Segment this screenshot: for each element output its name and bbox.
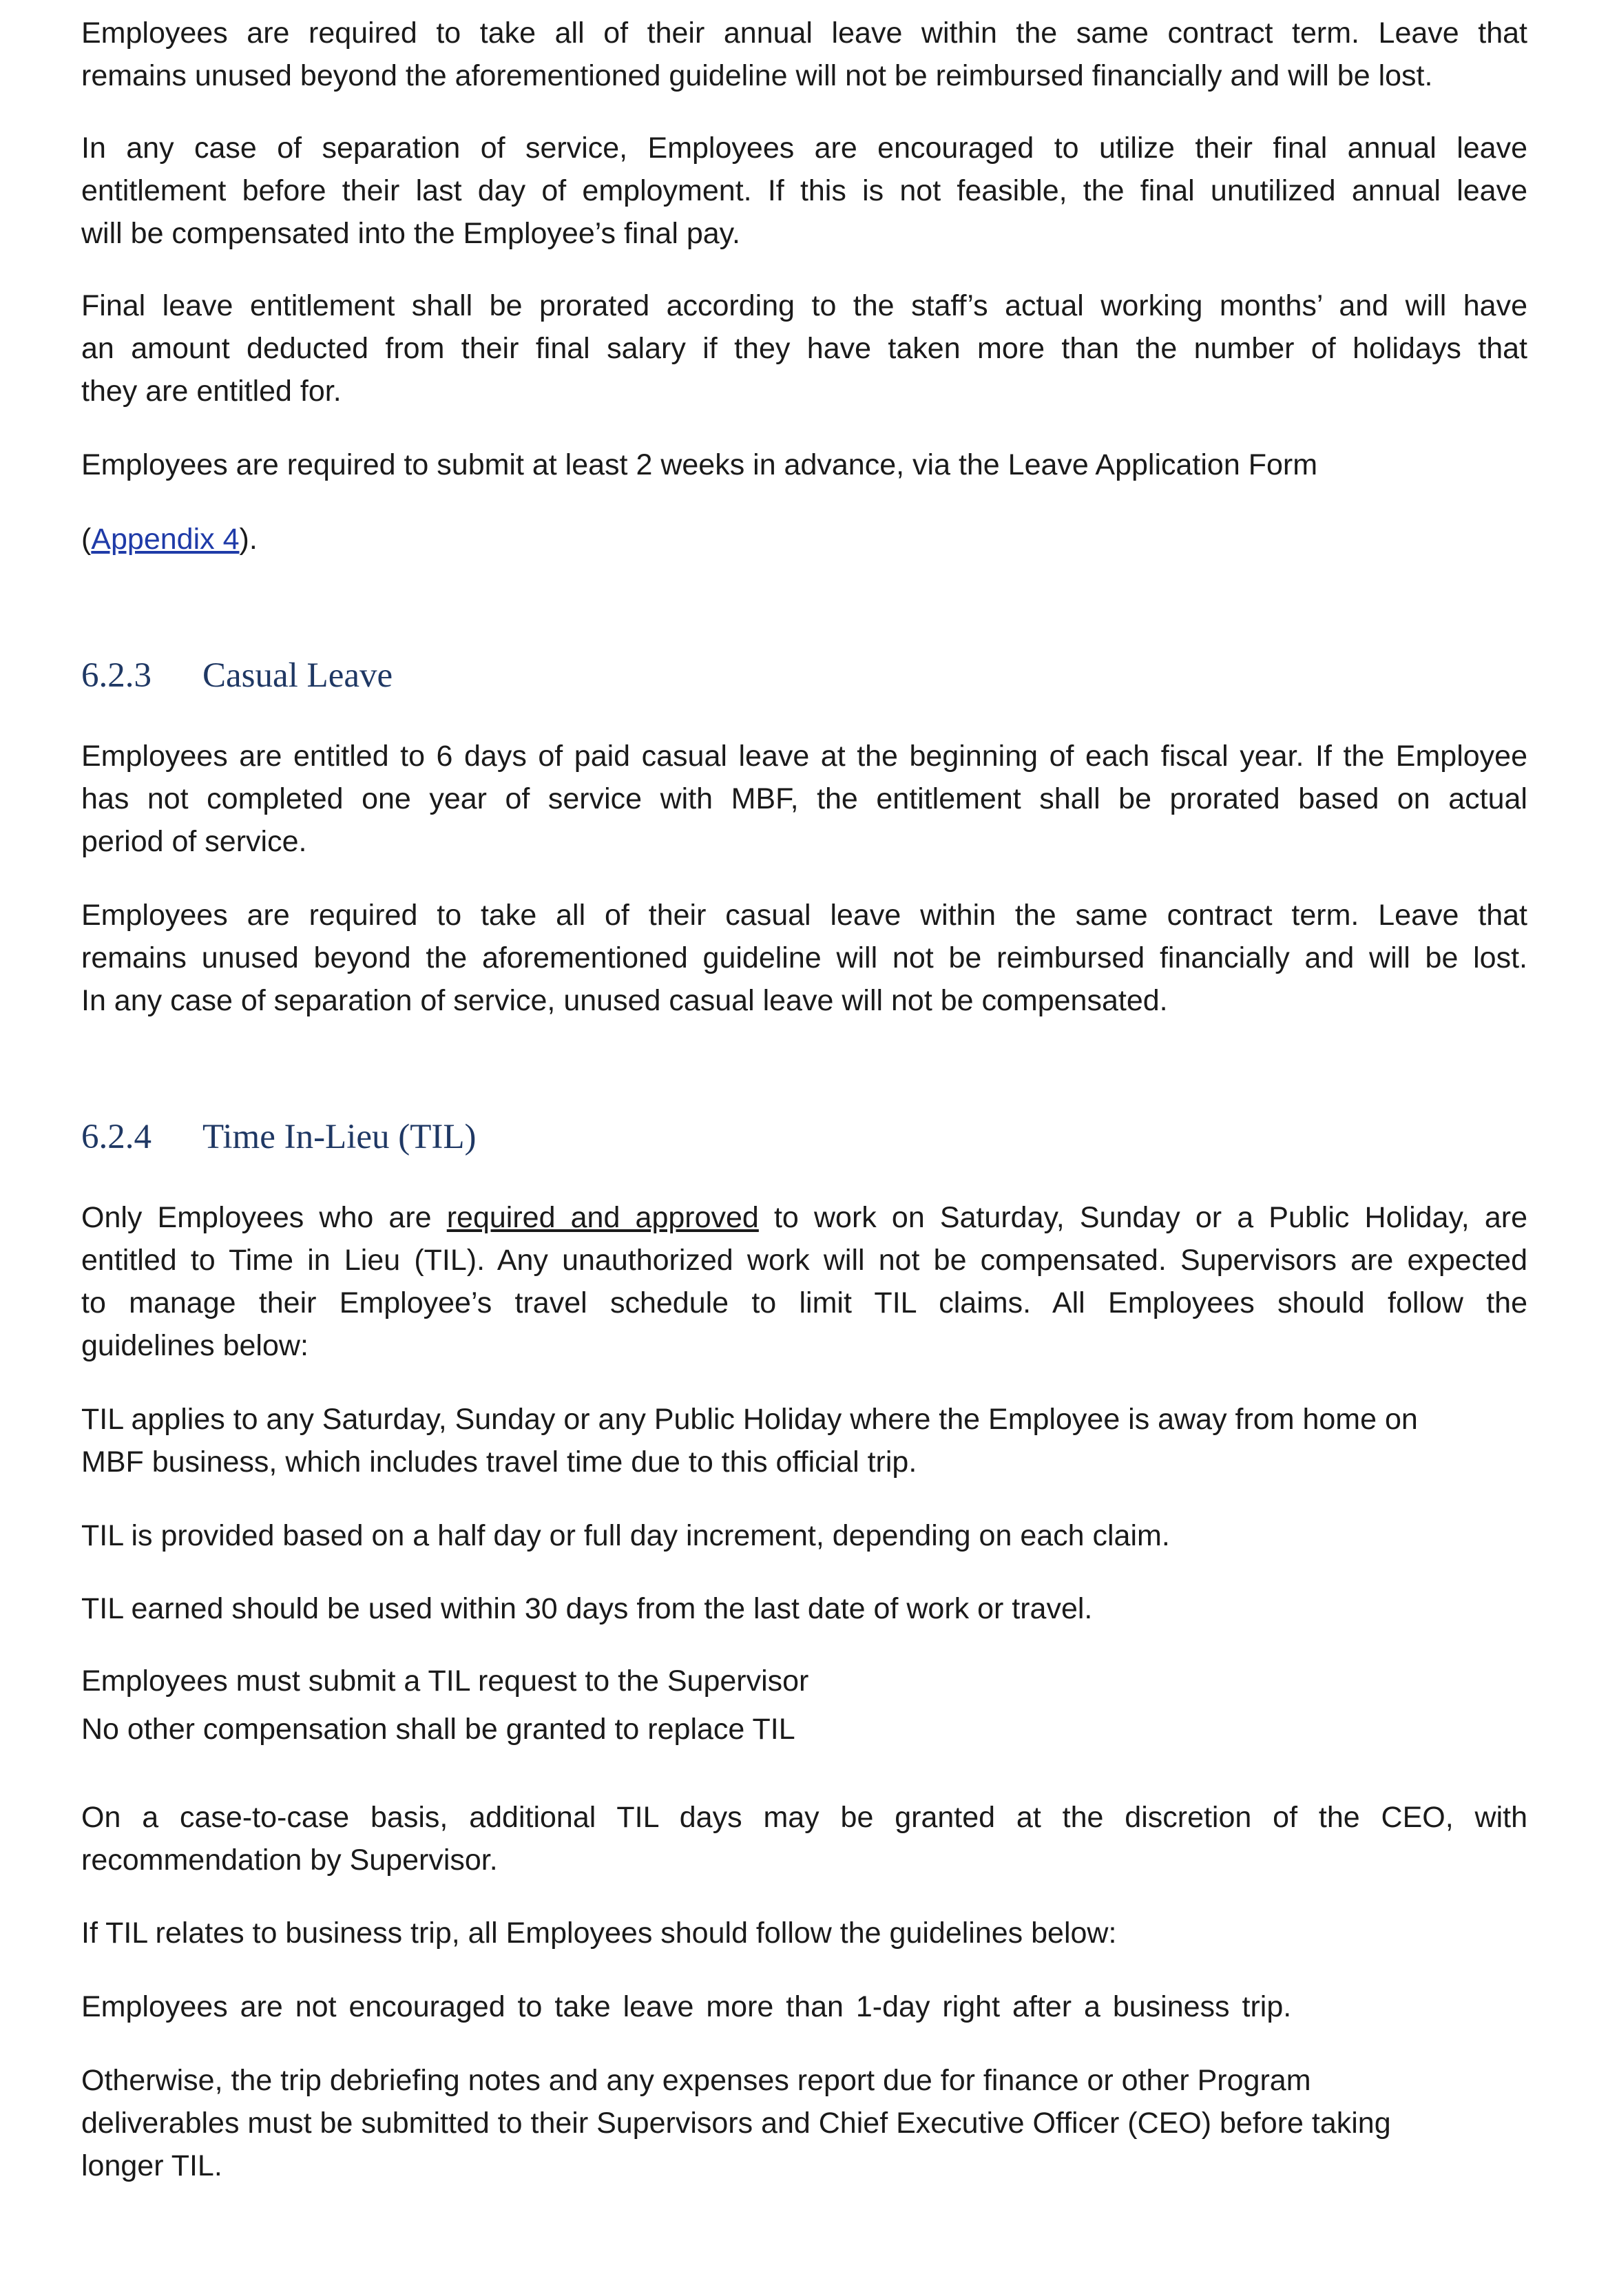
- section-number: 6.2.4: [81, 1118, 152, 1156]
- text-line: remains unused beyond the aforementioned guideline will not be reimbursed financially and will be lost.: [81, 941, 1527, 974]
- til-usage-window-paragraph: [81, 1587, 1527, 1630]
- til-request-paragraph: [81, 1660, 1527, 1751]
- text-line: TIL applies to any Saturday, Sunday or any Public Holiday where the Employee is away from home on: [81, 1403, 1418, 1436]
- text-line: Employees are not encouraged to take leave more than 1-day right after a business trip.: [81, 1990, 1292, 2023]
- til-debriefing-paragraph: [81, 2059, 1527, 2187]
- text-line: remains unused beyond the aforementioned guideline will not be reimbursed financially and will be lost.: [81, 59, 1433, 92]
- text-line: guidelines below:: [81, 1329, 309, 1362]
- text-line: longer TIL.: [81, 2149, 222, 2182]
- paren-close: ).: [239, 523, 258, 556]
- text-line: TIL is provided based on a half day or full day increment, depending on each claim.: [81, 1519, 1170, 1552]
- heading-casual-leave: [81, 654, 393, 697]
- text-line: will be compensated into the Employee’s final pay.: [81, 217, 740, 250]
- til-business-trip-paragraph: [81, 1912, 1527, 1954]
- text-line: Employees are entitled to 6 days of paid casual leave at the beginning of each fiscal year. If the Employee: [81, 740, 1527, 773]
- annual-leave-usage-paragraph: [81, 12, 1527, 97]
- text-line: If TIL relates to business trip, all Employees should follow the guidelines below:: [81, 1917, 1117, 1950]
- text-line: deliverables must be submitted to their Supervisors and Chief Executive Officer (CEO) before taking: [81, 2107, 1391, 2140]
- section-title: Casual Leave: [202, 656, 393, 695]
- text-line: entitlement before their last day of employment. If this is not feasible, the final unutilized annual leave: [81, 174, 1527, 207]
- text-line: On a case-to-case basis, additional TIL days may be granted at the discretion of the CEO, with: [81, 1801, 1527, 1834]
- casual-leave-entitlement-paragraph: [81, 735, 1527, 863]
- til-applies-paragraph: [81, 1398, 1527, 1483]
- text-line: Otherwise, the trip debriefing notes and any expenses report due for finance or other Program: [81, 2064, 1311, 2097]
- paren-open: (: [81, 523, 92, 556]
- text-line: Final leave entitlement shall be prorated according to the staff’s actual working months’ and will have: [81, 289, 1527, 322]
- text-line: they are entitled for.: [81, 375, 342, 408]
- text-line: Employees are required to take all of their annual leave within the same contract term. Leave that: [81, 17, 1527, 50]
- section-number: 6.2.3: [81, 656, 152, 695]
- text-line: to manage their Employee’s travel schedule to limit TIL claims. All Employees should follow the: [81, 1286, 1527, 1319]
- heading-time-in-lieu: [81, 1116, 477, 1158]
- text-fragment: Only Employees who are: [81, 1201, 447, 1234]
- separation-annual-leave-paragraph: [81, 127, 1527, 255]
- text-line: Employees are required to take all of their casual leave within the same contract term. Leave that: [81, 899, 1527, 932]
- text-line: has not completed one year of service with MBF, the entitlement shall be prorated based on actual: [81, 782, 1527, 815]
- text-line: [81, 1196, 1527, 1239]
- til-increment-paragraph: [81, 1514, 1527, 1557]
- text-line: MBF business, which includes travel time due to this official trip.: [81, 1446, 917, 1479]
- text-line: entitled to Time in Lieu (TIL). Any unauthorized work will not be compensated. Supervisors are expected: [81, 1244, 1527, 1277]
- til-discretion-paragraph: [81, 1796, 1527, 1881]
- text-line: an amount deducted from their final salary if they have taken more than the number of holidays that: [81, 332, 1527, 365]
- text-line: Employees are required to submit at least 2 weeks in advance, via the Leave Application Form: [81, 448, 1318, 481]
- underlined-phrase: required and approved: [446, 1201, 759, 1234]
- casual-leave-usage-paragraph: [81, 894, 1527, 1022]
- appendix-4-link[interactable]: Appendix 4: [91, 523, 240, 556]
- til-intro-paragraph: [81, 1196, 1527, 1367]
- text-line: period of service.: [81, 825, 307, 858]
- section-title: Time In-Lieu (TIL): [202, 1118, 477, 1156]
- text-line: No other compensation shall be granted to replace TIL: [81, 1713, 795, 1746]
- advance-submission-paragraph: [81, 443, 1527, 486]
- text-line: TIL earned should be used within 30 days from the last date of work or travel.: [81, 1592, 1093, 1625]
- text-fragment: to work on Saturday, Sunday or a Public Holiday, are: [758, 1201, 1528, 1234]
- text-line: recommendation by Supervisor.: [81, 1844, 498, 1877]
- text-line: In any case of separation of service, unused casual leave will not be compensated.: [81, 984, 1168, 1017]
- til-leave-after-trip-paragraph: [81, 1985, 1527, 2028]
- appendix-reference-paragraph: [81, 518, 1527, 561]
- text-line: In any case of separation of service, Employees are encouraged to utilize their final annual leave: [81, 132, 1527, 165]
- final-leave-prorated-paragraph: [81, 284, 1527, 413]
- text-line: Employees must submit a TIL request to the Supervisor: [81, 1664, 809, 1698]
